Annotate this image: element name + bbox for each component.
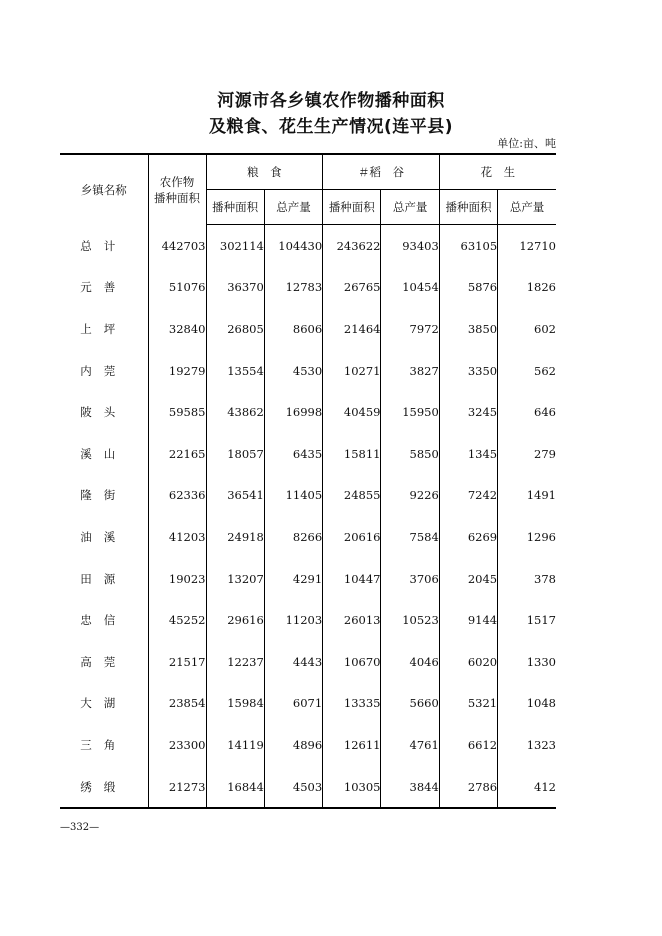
grain-area-cell: 14119 [206, 724, 264, 766]
peanut-area-cell: 3245 [439, 391, 497, 433]
header-town-name: 乡镇名称 [60, 154, 148, 225]
peanut-output-cell: 12710 [498, 225, 556, 267]
table-row [60, 433, 556, 475]
header-grain-output: 总产量 [264, 190, 322, 225]
rice-output-cell: 5660 [381, 683, 439, 725]
rice-area-cell: 10670 [323, 641, 381, 683]
table-row [60, 391, 556, 433]
peanut-output-cell: 562 [498, 350, 556, 392]
town-name-cell: 三角 [80, 737, 128, 752]
crop-area-cell: 45252 [148, 599, 206, 641]
rice-output-cell: 9226 [381, 475, 439, 517]
rice-output-cell: 5850 [381, 433, 439, 475]
peanut-output-cell: 1323 [498, 724, 556, 766]
rice-output-cell: 7584 [381, 516, 439, 558]
rice-output-cell: 4761 [381, 724, 439, 766]
peanut-area-cell: 9144 [439, 599, 497, 641]
town-name-cell: 上坪 [80, 321, 128, 336]
grain-output-cell: 8606 [264, 308, 322, 350]
peanut-area-cell: 1345 [439, 433, 497, 475]
rice-area-cell: 20616 [323, 516, 381, 558]
table-row [60, 641, 556, 683]
rice-area-cell: 13335 [323, 683, 381, 725]
peanut-output-cell: 1517 [498, 599, 556, 641]
peanut-area-cell: 6269 [439, 516, 497, 558]
rice-area-cell: 21464 [323, 308, 381, 350]
town-name-cell: 大湖 [80, 696, 128, 711]
grain-output-cell: 6435 [264, 433, 322, 475]
table-row [60, 599, 556, 641]
rice-output-cell: 15950 [381, 391, 439, 433]
peanut-area-cell: 63105 [439, 225, 497, 267]
peanut-area-cell: 5321 [439, 683, 497, 725]
header-peanut-output: 总产量 [498, 190, 556, 225]
header-crop-area-line1: 农作物 [159, 174, 195, 189]
grain-area-cell: 15984 [206, 683, 264, 725]
peanut-area-cell: 3850 [439, 308, 497, 350]
rice-area-cell: 24855 [323, 475, 381, 517]
crop-area-cell: 23854 [148, 683, 206, 725]
rice-area-cell: 12611 [323, 724, 381, 766]
grain-area-cell: 24918 [206, 516, 264, 558]
town-name-cell: 绣缎 [60, 766, 148, 809]
peanut-output-cell: 279 [498, 433, 556, 475]
grain-output-cell: 4291 [264, 558, 322, 600]
town-name-cell: 隆街 [80, 488, 128, 503]
crop-area-cell: 59585 [148, 391, 206, 433]
grain-area-cell: 43862 [206, 391, 264, 433]
grain-area-cell: 13207 [206, 558, 264, 600]
crop-area-cell: 23300 [148, 724, 206, 766]
crop-area-cell: 21517 [148, 641, 206, 683]
header-peanut: 花 生 [439, 154, 556, 190]
page-number: —332— [60, 822, 100, 833]
peanut-output-cell: 602 [498, 308, 556, 350]
grain-area-cell: 13554 [206, 350, 264, 392]
table-row [60, 350, 556, 392]
page-title-line2: 及粮食、花生生产情况(连平县) [208, 117, 454, 137]
town-name-cell: 田源 [80, 571, 128, 586]
rice-output-cell: 3827 [381, 350, 439, 392]
crop-area-cell: 22165 [148, 433, 206, 475]
table-row [60, 724, 556, 766]
town-name-cell: 油溪 [80, 529, 128, 544]
header-grain: 粮 食 [206, 154, 323, 190]
peanut-area-cell: 3350 [439, 350, 497, 392]
header-peanut-area: 播种面积 [439, 190, 497, 225]
town-name-cell: 陂头 [80, 405, 128, 420]
peanut-area-cell: 7242 [439, 475, 497, 517]
rice-area-cell: 26013 [323, 599, 381, 641]
rice-output-cell: 10454 [381, 267, 439, 309]
crop-statistics-table [60, 153, 556, 809]
peanut-output-cell: 378 [498, 558, 556, 600]
crop-area-cell: 62336 [148, 475, 206, 517]
town-name-cell: 总计 [80, 238, 128, 253]
table-row [60, 475, 556, 517]
grain-area-cell: 16844 [206, 766, 264, 809]
table-row [60, 558, 556, 600]
rice-area-cell: 26765 [323, 267, 381, 309]
peanut-output-cell: 1491 [498, 475, 556, 517]
rice-area-cell: 10271 [323, 350, 381, 392]
grain-output-cell: 104430 [264, 225, 322, 267]
grain-output-cell: 6071 [264, 683, 322, 725]
town-name-cell: 忠信 [80, 613, 128, 628]
table-row [60, 225, 556, 267]
grain-area-cell: 36370 [206, 267, 264, 309]
peanut-output-cell: 646 [498, 391, 556, 433]
peanut-output-cell: 1826 [498, 267, 556, 309]
table-row [60, 516, 556, 558]
grain-area-cell: 29616 [206, 599, 264, 641]
rice-area-cell: 10447 [323, 558, 381, 600]
header-row-top [60, 154, 556, 190]
rice-area-cell: 15811 [323, 433, 381, 475]
header-rice-area: 播种面积 [323, 190, 381, 225]
header-crop-area-line2: 播种面积 [154, 190, 200, 205]
grain-output-cell: 16998 [264, 391, 322, 433]
peanut-area-cell: 6020 [439, 641, 497, 683]
grain-area-cell: 302114 [206, 225, 264, 267]
grain-area-cell: 18057 [206, 433, 264, 475]
peanut-area-cell: 6612 [439, 724, 497, 766]
grain-output-cell: 12783 [264, 267, 322, 309]
grain-area-cell: 26805 [206, 308, 264, 350]
peanut-area-cell: 2786 [439, 766, 497, 809]
header-crop-area [148, 154, 206, 225]
crop-area-cell: 51076 [148, 267, 206, 309]
header-rice: ＃稻 谷 [323, 154, 440, 190]
grain-output-cell: 4503 [264, 766, 322, 809]
grain-output-cell: 11203 [264, 599, 322, 641]
rice-area-cell: 40459 [323, 391, 381, 433]
table-row [60, 308, 556, 350]
grain-output-cell: 4896 [264, 724, 322, 766]
grain-area-cell: 36541 [206, 475, 264, 517]
peanut-output-cell: 1330 [498, 641, 556, 683]
header-rice-output: 总产量 [381, 190, 439, 225]
crop-area-cell: 19279 [148, 350, 206, 392]
peanut-output-cell: 412 [498, 766, 556, 809]
crop-area-cell: 32840 [148, 308, 206, 350]
rice-area-cell: 10305 [323, 766, 381, 809]
rice-output-cell: 7972 [381, 308, 439, 350]
grain-output-cell: 8266 [264, 516, 322, 558]
page-title-line1: 河源市各乡镇农作物播种面积 [217, 91, 445, 111]
peanut-output-cell: 1048 [498, 683, 556, 725]
crop-area-cell: 442703 [148, 225, 206, 267]
table-row [60, 267, 556, 309]
peanut-output-cell: 1296 [498, 516, 556, 558]
crop-area-cell: 41203 [148, 516, 206, 558]
table-row [60, 683, 556, 725]
crop-area-cell: 21273 [148, 766, 206, 809]
grain-output-cell: 11405 [264, 475, 322, 517]
crop-area-cell: 19023 [148, 558, 206, 600]
rice-output-cell: 3706 [381, 558, 439, 600]
unit-label: 单位:亩、吨 [497, 137, 556, 150]
peanut-area-cell: 2045 [439, 558, 497, 600]
town-name-cell: 溪山 [80, 446, 128, 461]
rice-output-cell: 3844 [381, 766, 439, 809]
rice-area-cell: 243622 [323, 225, 381, 267]
peanut-area-cell: 5876 [439, 267, 497, 309]
rice-output-cell: 10523 [381, 599, 439, 641]
town-name-cell: 高莞 [80, 654, 128, 669]
rice-output-cell: 93403 [381, 225, 439, 267]
town-name-cell: 元善 [80, 280, 128, 295]
table-row [60, 766, 556, 809]
grain-output-cell: 4443 [264, 641, 322, 683]
rice-output-cell: 4046 [381, 641, 439, 683]
grain-output-cell: 4530 [264, 350, 322, 392]
header-grain-area: 播种面积 [206, 190, 264, 225]
town-name-cell: 内莞 [80, 363, 128, 378]
table-body [60, 225, 556, 809]
grain-area-cell: 12237 [206, 641, 264, 683]
